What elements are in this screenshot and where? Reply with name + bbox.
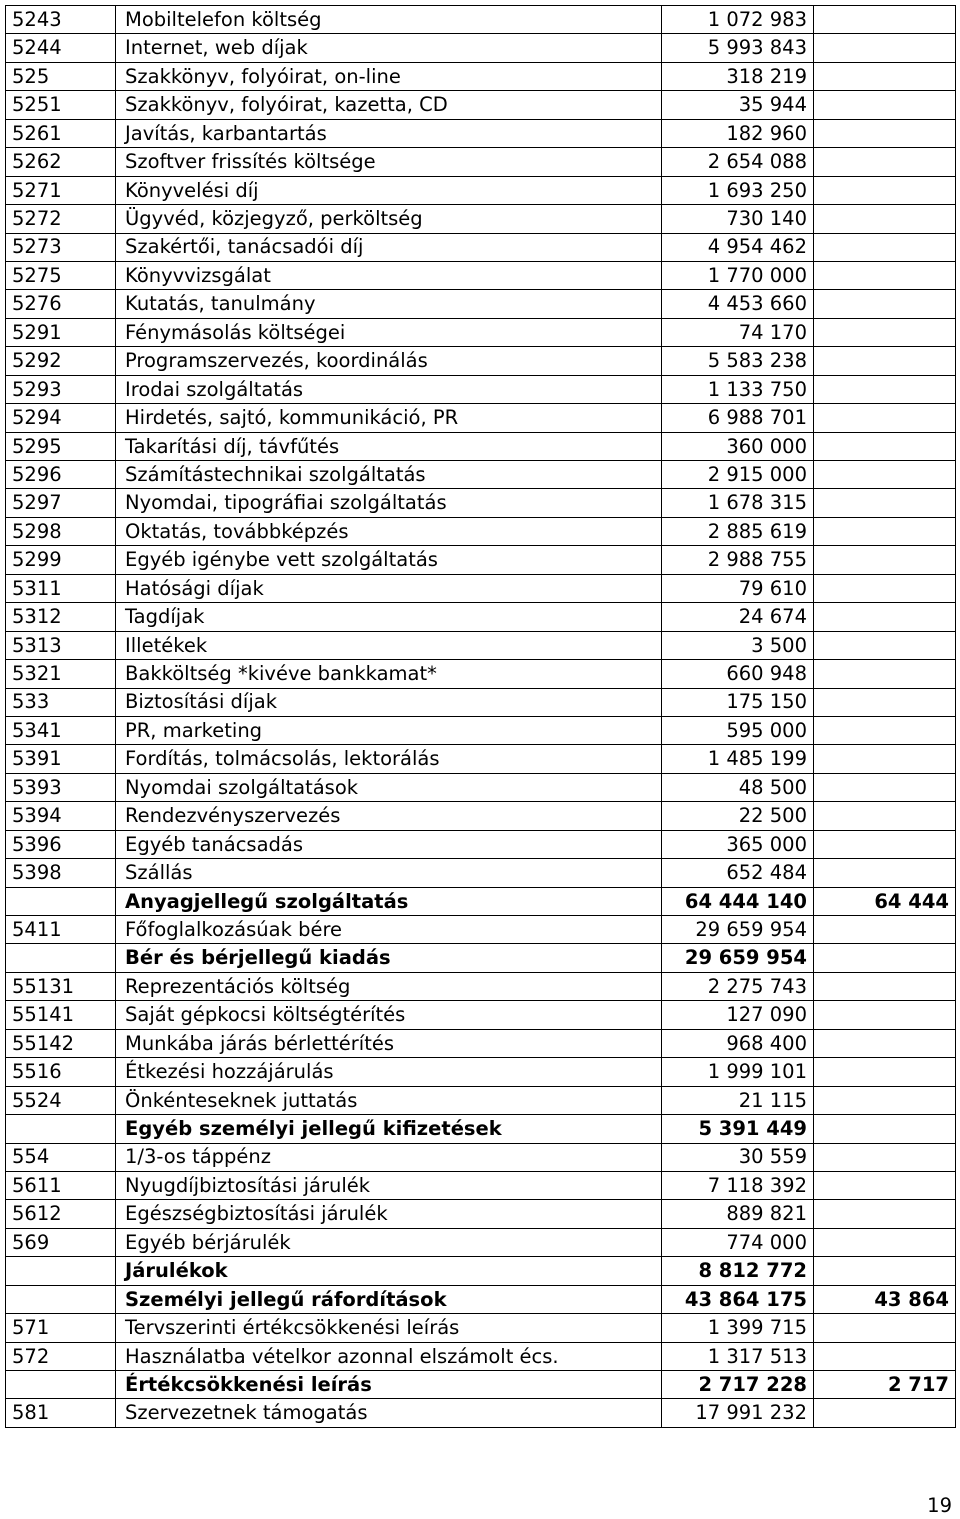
subtotal-row [6, 1257, 956, 1285]
description-cell: Könyvvizsgálat [116, 261, 662, 289]
amount-cell: 29 659 954 [662, 944, 814, 972]
description-cell: Számítástechnikai szolgáltatás [116, 461, 662, 489]
table-row [6, 660, 956, 688]
table-row [6, 802, 956, 830]
amount-cell: 6 988 701 [662, 404, 814, 432]
total-cell [814, 1086, 956, 1114]
amount-cell: 774 000 [662, 1228, 814, 1256]
account-code-cell [6, 944, 116, 972]
total-cell [814, 1058, 956, 1086]
amount-cell: 730 140 [662, 205, 814, 233]
table-row [6, 1029, 956, 1057]
amount-cell: 2 988 755 [662, 546, 814, 574]
description-cell: Egyéb bérjárulék [116, 1228, 662, 1256]
amount-cell: 43 864 175 [662, 1285, 814, 1313]
description-cell: Bakköltség *kivéve bankkamat* [116, 660, 662, 688]
table-row [6, 546, 956, 574]
amount-cell: 5 993 843 [662, 34, 814, 62]
description-cell: Használatba vételkor azonnal elszámolt écs. [116, 1342, 662, 1370]
amount-cell: 17 991 232 [662, 1399, 814, 1427]
amount-cell: 64 444 140 [662, 887, 814, 915]
account-code-cell: 5516 [6, 1058, 116, 1086]
description-cell: Könyvelési díj [116, 176, 662, 204]
account-code-cell: 5293 [6, 375, 116, 403]
account-code-cell: 5396 [6, 830, 116, 858]
total-cell [814, 91, 956, 119]
description-cell: Önkénteseknek juttatás [116, 1086, 662, 1114]
table-row [6, 1314, 956, 1342]
description-cell: PR, marketing [116, 716, 662, 744]
table-row [6, 1399, 956, 1427]
total-cell [814, 489, 956, 517]
table-row [6, 375, 956, 403]
amount-cell: 5 391 449 [662, 1115, 814, 1143]
account-code-cell: 55141 [6, 1001, 116, 1029]
description-cell: Egyéb személyi jellegű kifizetések [116, 1115, 662, 1143]
description-cell: Mobiltelefon költség [116, 6, 662, 34]
amount-cell: 889 821 [662, 1200, 814, 1228]
subtotal-row [6, 887, 956, 915]
table-row [6, 603, 956, 631]
description-cell: Szoftver frissítés költsége [116, 148, 662, 176]
total-cell [814, 1399, 956, 1427]
amount-cell: 2 885 619 [662, 517, 814, 545]
description-cell: Járulékok [116, 1257, 662, 1285]
total-cell [814, 347, 956, 375]
amount-cell: 48 500 [662, 773, 814, 801]
total-cell [814, 1228, 956, 1256]
amount-cell: 318 219 [662, 62, 814, 90]
description-cell: Programszervezés, koordinálás [116, 347, 662, 375]
description-cell: Saját gépkocsi költségtérítés [116, 1001, 662, 1029]
total-cell: 2 717 [814, 1371, 956, 1399]
account-code-cell: 5272 [6, 205, 116, 233]
total-cell [814, 461, 956, 489]
account-code-cell: 533 [6, 688, 116, 716]
total-cell [814, 1171, 956, 1199]
total-cell [814, 972, 956, 1000]
account-code-cell: 5321 [6, 660, 116, 688]
total-cell [814, 546, 956, 574]
description-cell: Egyéb igénybe vett szolgáltatás [116, 546, 662, 574]
total-cell [814, 859, 956, 887]
total-cell [814, 916, 956, 944]
account-code-cell: 525 [6, 62, 116, 90]
table-row [6, 1086, 956, 1114]
total-cell [814, 1342, 956, 1370]
amount-cell: 968 400 [662, 1029, 814, 1057]
account-code-cell: 5261 [6, 119, 116, 147]
table-row [6, 1171, 956, 1199]
account-code-cell [6, 1257, 116, 1285]
account-code-cell: 5251 [6, 91, 116, 119]
table-row [6, 1143, 956, 1171]
amount-cell: 1 072 983 [662, 6, 814, 34]
expense-ledger-table [5, 5, 956, 1428]
account-code-cell: 5341 [6, 716, 116, 744]
total-cell [814, 1200, 956, 1228]
table-row [6, 318, 956, 346]
account-code-cell: 5291 [6, 318, 116, 346]
total-cell [814, 1115, 956, 1143]
amount-cell: 595 000 [662, 716, 814, 744]
total-cell [814, 34, 956, 62]
total-cell [814, 261, 956, 289]
description-cell: Étkezési hozzájárulás [116, 1058, 662, 1086]
table-row [6, 916, 956, 944]
account-code-cell: 55142 [6, 1029, 116, 1057]
amount-cell: 182 960 [662, 119, 814, 147]
amount-cell: 1 485 199 [662, 745, 814, 773]
page-number: 19 [927, 1494, 952, 1517]
table-row [6, 1228, 956, 1256]
ledger-body [6, 6, 956, 1428]
account-code-cell: 5243 [6, 6, 116, 34]
amount-cell: 365 000 [662, 830, 814, 858]
table-row [6, 716, 956, 744]
description-cell: Tagdíjak [116, 603, 662, 631]
amount-cell: 4 453 660 [662, 290, 814, 318]
description-cell: Nyomdai, tipográfiai szolgáltatás [116, 489, 662, 517]
description-cell: Hatósági díjak [116, 574, 662, 602]
description-cell: Rendezvényszervezés [116, 802, 662, 830]
total-cell [814, 6, 956, 34]
description-cell: Egészségbiztosítási járulék [116, 1200, 662, 1228]
description-cell: Ügyvéd, közjegyző, perköltség [116, 205, 662, 233]
account-code-cell: 5292 [6, 347, 116, 375]
description-cell: Oktatás, továbbképzés [116, 517, 662, 545]
account-code-cell: 55131 [6, 972, 116, 1000]
account-code-cell: 5299 [6, 546, 116, 574]
total-cell [814, 318, 956, 346]
total-cell [814, 205, 956, 233]
description-cell: Tervszerinti értékcsökkenési leírás [116, 1314, 662, 1342]
amount-cell: 3 500 [662, 631, 814, 659]
description-cell: Takarítási díj, távfűtés [116, 432, 662, 460]
total-cell [814, 233, 956, 261]
amount-cell: 29 659 954 [662, 916, 814, 944]
total-cell [814, 1029, 956, 1057]
account-code-cell: 5294 [6, 404, 116, 432]
amount-cell: 1 317 513 [662, 1342, 814, 1370]
account-code-cell [6, 1285, 116, 1313]
total-cell [814, 404, 956, 432]
account-code-cell: 5296 [6, 461, 116, 489]
total-cell [814, 830, 956, 858]
table-row [6, 574, 956, 602]
table-row [6, 233, 956, 261]
description-cell: Értékcsökkenési leírás [116, 1371, 662, 1399]
description-cell: Szállás [116, 859, 662, 887]
description-cell: Fénymásolás költségei [116, 318, 662, 346]
description-cell: Főfoglalkozásúak bére [116, 916, 662, 944]
table-row [6, 290, 956, 318]
amount-cell: 1 133 750 [662, 375, 814, 403]
account-code-cell: 5612 [6, 1200, 116, 1228]
amount-cell: 2 915 000 [662, 461, 814, 489]
account-code-cell: 5411 [6, 916, 116, 944]
amount-cell: 2 275 743 [662, 972, 814, 1000]
account-code-cell: 5271 [6, 176, 116, 204]
total-cell [814, 148, 956, 176]
table-row [6, 1200, 956, 1228]
amount-cell: 1 693 250 [662, 176, 814, 204]
amount-cell: 8 812 772 [662, 1257, 814, 1285]
amount-cell: 74 170 [662, 318, 814, 346]
total-cell [814, 62, 956, 90]
amount-cell: 1 999 101 [662, 1058, 814, 1086]
total-cell [814, 603, 956, 631]
total-cell [814, 290, 956, 318]
description-cell: Munkába járás bérlettérítés [116, 1029, 662, 1057]
account-code-cell: 5297 [6, 489, 116, 517]
account-code-cell: 571 [6, 1314, 116, 1342]
table-row [6, 1342, 956, 1370]
subtotal-row [6, 944, 956, 972]
account-code-cell: 5312 [6, 603, 116, 631]
description-cell: Szakkönyv, folyóirat, kazetta, CD [116, 91, 662, 119]
total-cell [814, 716, 956, 744]
description-cell: Bér és bérjellegű kiadás [116, 944, 662, 972]
description-cell: Reprezentációs költség [116, 972, 662, 1000]
total-cell [814, 517, 956, 545]
subtotal-row [6, 1371, 956, 1399]
total-cell [814, 574, 956, 602]
account-code-cell: 5393 [6, 773, 116, 801]
account-code-cell [6, 887, 116, 915]
amount-cell: 1 678 315 [662, 489, 814, 517]
amount-cell: 127 090 [662, 1001, 814, 1029]
table-row [6, 688, 956, 716]
amount-cell: 22 500 [662, 802, 814, 830]
table-row [6, 859, 956, 887]
table-row [6, 261, 956, 289]
table-row [6, 34, 956, 62]
table-row [6, 745, 956, 773]
table-row [6, 404, 956, 432]
total-cell [814, 176, 956, 204]
table-row [6, 773, 956, 801]
total-cell [814, 745, 956, 773]
account-code-cell: 554 [6, 1143, 116, 1171]
total-cell [814, 1001, 956, 1029]
description-cell: 1/3-os táppénz [116, 1143, 662, 1171]
amount-cell: 79 610 [662, 574, 814, 602]
total-cell [814, 631, 956, 659]
table-row [6, 91, 956, 119]
amount-cell: 30 559 [662, 1143, 814, 1171]
total-cell [814, 375, 956, 403]
total-cell [814, 802, 956, 830]
amount-cell: 1 399 715 [662, 1314, 814, 1342]
amount-cell: 24 674 [662, 603, 814, 631]
account-code-cell: 5311 [6, 574, 116, 602]
total-cell: 43 864 [814, 1285, 956, 1313]
table-row [6, 176, 956, 204]
description-cell: Kutatás, tanulmány [116, 290, 662, 318]
table-row [6, 830, 956, 858]
description-cell: Javítás, karbantartás [116, 119, 662, 147]
amount-cell: 35 944 [662, 91, 814, 119]
account-code-cell: 5244 [6, 34, 116, 62]
total-cell [814, 660, 956, 688]
amount-cell: 4 954 462 [662, 233, 814, 261]
table-row [6, 461, 956, 489]
description-cell: Biztosítási díjak [116, 688, 662, 716]
table-row [6, 631, 956, 659]
amount-cell: 1 770 000 [662, 261, 814, 289]
amount-cell: 21 115 [662, 1086, 814, 1114]
table-row [6, 205, 956, 233]
account-code-cell: 572 [6, 1342, 116, 1370]
account-code-cell: 5398 [6, 859, 116, 887]
description-cell: Irodai szolgáltatás [116, 375, 662, 403]
description-cell: Hirdetés, sajtó, kommunikáció, PR [116, 404, 662, 432]
account-code-cell: 5298 [6, 517, 116, 545]
table-row [6, 517, 956, 545]
table-row [6, 432, 956, 460]
total-cell [814, 688, 956, 716]
total-cell [814, 1143, 956, 1171]
description-cell: Nyugdíjbiztosítási járulék [116, 1171, 662, 1199]
account-code-cell: 5273 [6, 233, 116, 261]
table-row [6, 62, 956, 90]
table-row [6, 972, 956, 1000]
account-code-cell: 5276 [6, 290, 116, 318]
total-cell [814, 1314, 956, 1342]
description-cell: Illetékek [116, 631, 662, 659]
amount-cell: 2 717 228 [662, 1371, 814, 1399]
account-code-cell [6, 1371, 116, 1399]
account-code-cell: 5275 [6, 261, 116, 289]
account-code-cell: 5391 [6, 745, 116, 773]
account-code-cell: 5524 [6, 1086, 116, 1114]
description-cell: Anyagjellegű szolgáltatás [116, 887, 662, 915]
total-cell [814, 773, 956, 801]
description-cell: Internet, web díjak [116, 34, 662, 62]
table-row [6, 119, 956, 147]
description-cell: Fordítás, tolmácsolás, lektorálás [116, 745, 662, 773]
total-cell [814, 1257, 956, 1285]
total-cell [814, 119, 956, 147]
amount-cell: 660 948 [662, 660, 814, 688]
account-code-cell [6, 1115, 116, 1143]
description-cell: Szakkönyv, folyóirat, on-line [116, 62, 662, 90]
description-cell: Személyi jellegű ráfordítások [116, 1285, 662, 1313]
table-row [6, 1001, 956, 1029]
total-cell [814, 432, 956, 460]
table-row [6, 148, 956, 176]
amount-cell: 5 583 238 [662, 347, 814, 375]
table-row [6, 489, 956, 517]
subtotal-row [6, 1285, 956, 1313]
description-cell: Szakértői, tanácsadói díj [116, 233, 662, 261]
amount-cell: 2 654 088 [662, 148, 814, 176]
amount-cell: 175 150 [662, 688, 814, 716]
description-cell: Egyéb tanácsadás [116, 830, 662, 858]
account-code-cell: 569 [6, 1228, 116, 1256]
account-code-cell: 5295 [6, 432, 116, 460]
account-code-cell: 5611 [6, 1171, 116, 1199]
table-row [6, 1058, 956, 1086]
subtotal-row [6, 1115, 956, 1143]
description-cell: Nyomdai szolgáltatások [116, 773, 662, 801]
account-code-cell: 581 [6, 1399, 116, 1427]
amount-cell: 7 118 392 [662, 1171, 814, 1199]
table-row [6, 347, 956, 375]
account-code-cell: 5313 [6, 631, 116, 659]
account-code-cell: 5394 [6, 802, 116, 830]
amount-cell: 652 484 [662, 859, 814, 887]
amount-cell: 360 000 [662, 432, 814, 460]
total-cell: 64 444 [814, 887, 956, 915]
description-cell: Szervezetnek támogatás [116, 1399, 662, 1427]
account-code-cell: 5262 [6, 148, 116, 176]
table-row [6, 6, 956, 34]
total-cell [814, 944, 956, 972]
